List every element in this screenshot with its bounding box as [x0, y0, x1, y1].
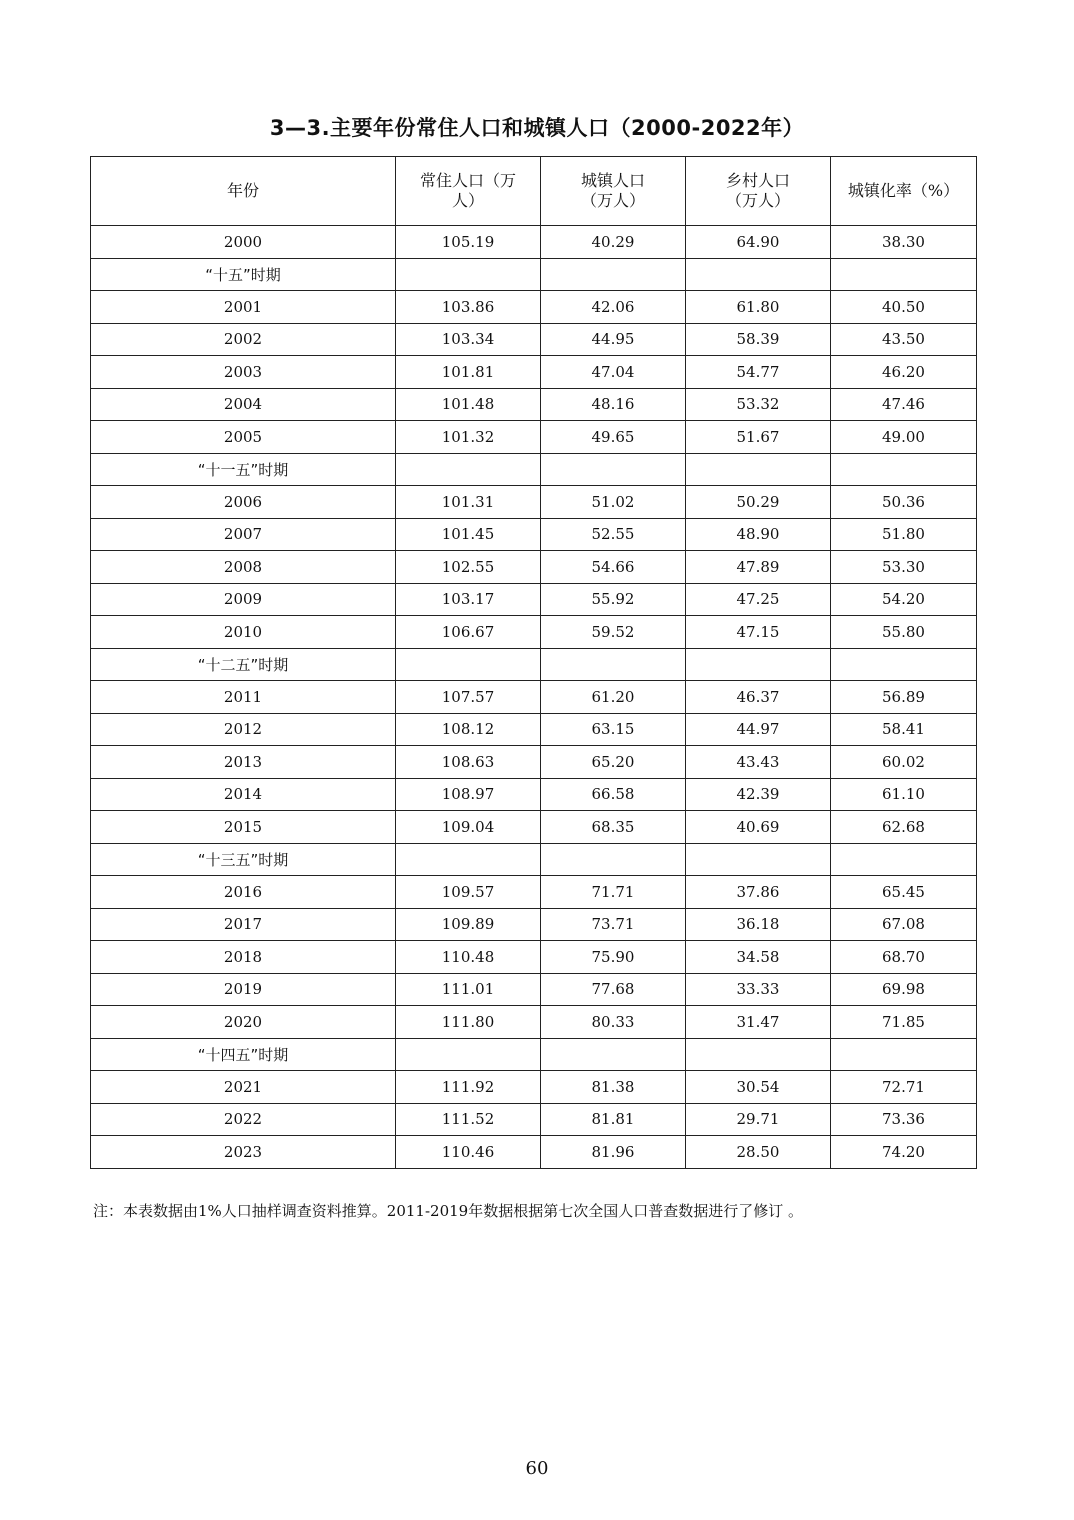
year-cell: 2016: [91, 876, 396, 909]
urbanization-rate-cell: 43.50: [831, 323, 977, 356]
empty-cell: [831, 453, 977, 486]
table-row: [91, 323, 977, 356]
rural-population-cell: 33.33: [686, 973, 831, 1006]
empty-cell: [396, 843, 541, 876]
footnote: 注：本表数据由1%人口抽样调查资料推算。2011-2019年数据根据第七次全国人口普查数据进行了修订 。: [93, 1202, 803, 1220]
urban-population-cell: 65.20: [541, 746, 686, 779]
year-cell: 2009: [91, 583, 396, 616]
table-row: [91, 616, 977, 649]
resident-population-cell: 108.12: [396, 713, 541, 746]
year-cell: 2002: [91, 323, 396, 356]
resident-population-cell: 109.04: [396, 811, 541, 844]
page-title: 3—3.主要年份常住人口和城镇人口（2000-2022年）: [269, 116, 805, 140]
year-cell: 2011: [91, 681, 396, 714]
urban-population-cell: 49.65: [541, 421, 686, 454]
rural-population-cell: 54.77: [686, 356, 831, 389]
empty-cell: [541, 843, 686, 876]
urbanization-rate-cell: 47.46: [831, 388, 977, 421]
period-row: [91, 258, 977, 291]
urban-population-cell: 77.68: [541, 973, 686, 1006]
resident-population-cell: 105.19: [396, 226, 541, 259]
period-row: [91, 648, 977, 681]
rural-population-cell: 29.71: [686, 1103, 831, 1136]
urban-population-cell: 71.71: [541, 876, 686, 909]
empty-cell: [541, 648, 686, 681]
urban-population-cell: 63.15: [541, 713, 686, 746]
urban-population-cell: 40.29: [541, 226, 686, 259]
table-row: [91, 681, 977, 714]
empty-cell: [686, 843, 831, 876]
year-cell: 2019: [91, 973, 396, 1006]
table-row: [91, 1006, 977, 1039]
resident-population-cell: 111.80: [396, 1006, 541, 1039]
resident-population-cell: 108.63: [396, 746, 541, 779]
rural-population-cell: 47.25: [686, 583, 831, 616]
resident-population-cell: 101.31: [396, 486, 541, 519]
resident-population-cell: 101.81: [396, 356, 541, 389]
table-row: [91, 876, 977, 909]
period-label: “十二五”时期: [91, 648, 396, 681]
urban-population-cell: 51.02: [541, 486, 686, 519]
table-row: [91, 1071, 977, 1104]
year-cell: 2017: [91, 908, 396, 941]
year-cell: 2003: [91, 356, 396, 389]
rural-population-cell: 48.90: [686, 518, 831, 551]
empty-cell: [396, 453, 541, 486]
year-cell: 2010: [91, 616, 396, 649]
urbanization-rate-cell: 40.50: [831, 291, 977, 324]
population-table: [90, 156, 977, 1169]
table-row: [91, 388, 977, 421]
urbanization-rate-cell: 49.00: [831, 421, 977, 454]
rural-population-cell: 46.37: [686, 681, 831, 714]
period-row: [91, 453, 977, 486]
year-cell: 2015: [91, 811, 396, 844]
urbanization-rate-cell: 46.20: [831, 356, 977, 389]
year-cell: 2000: [91, 226, 396, 259]
empty-cell: [541, 258, 686, 291]
header-year: 年份: [91, 157, 396, 226]
empty-cell: [831, 258, 977, 291]
period-label: “十一五”时期: [91, 453, 396, 486]
empty-cell: [396, 1038, 541, 1071]
empty-cell: [396, 258, 541, 291]
urban-population-cell: 61.20: [541, 681, 686, 714]
urban-population-cell: 73.71: [541, 908, 686, 941]
page-number: 60: [525, 1458, 549, 1479]
table-row: [91, 811, 977, 844]
table-row: [91, 941, 977, 974]
urbanization-rate-cell: 72.71: [831, 1071, 977, 1104]
header-rural-population: 乡村人口（万人）: [686, 157, 831, 226]
resident-population-cell: 111.01: [396, 973, 541, 1006]
resident-population-cell: 101.48: [396, 388, 541, 421]
year-cell: 2020: [91, 1006, 396, 1039]
table-row: [91, 486, 977, 519]
resident-population-cell: 103.34: [396, 323, 541, 356]
resident-population-cell: 109.57: [396, 876, 541, 909]
urbanization-rate-cell: 68.70: [831, 941, 977, 974]
rural-population-cell: 47.89: [686, 551, 831, 584]
urban-population-cell: 81.96: [541, 1136, 686, 1169]
year-cell: 2022: [91, 1103, 396, 1136]
empty-cell: [686, 258, 831, 291]
table-body: [91, 226, 977, 1169]
year-cell: 2006: [91, 486, 396, 519]
empty-cell: [831, 1038, 977, 1071]
table-header-row: [91, 157, 977, 226]
year-cell: 2007: [91, 518, 396, 551]
rural-population-cell: 31.47: [686, 1006, 831, 1039]
rural-population-cell: 64.90: [686, 226, 831, 259]
rural-population-cell: 47.15: [686, 616, 831, 649]
urbanization-rate-cell: 53.30: [831, 551, 977, 584]
rural-population-cell: 53.32: [686, 388, 831, 421]
urbanization-rate-cell: 69.98: [831, 973, 977, 1006]
urbanization-rate-cell: 71.85: [831, 1006, 977, 1039]
resident-population-cell: 101.45: [396, 518, 541, 551]
urbanization-rate-cell: 56.89: [831, 681, 977, 714]
empty-cell: [831, 843, 977, 876]
header-resident-population: 常住人口（万人）: [396, 157, 541, 226]
table-row: [91, 583, 977, 616]
period-row: [91, 843, 977, 876]
empty-cell: [686, 648, 831, 681]
year-cell: 2013: [91, 746, 396, 779]
urban-population-cell: 68.35: [541, 811, 686, 844]
rural-population-cell: 42.39: [686, 778, 831, 811]
urban-population-cell: 75.90: [541, 941, 686, 974]
period-label: “十三五”时期: [91, 843, 396, 876]
table-row: [91, 518, 977, 551]
urbanization-rate-cell: 73.36: [831, 1103, 977, 1136]
urbanization-rate-cell: 38.30: [831, 226, 977, 259]
rural-population-cell: 58.39: [686, 323, 831, 356]
urban-population-cell: 48.16: [541, 388, 686, 421]
header-urban-population: 城镇人口（万人）: [541, 157, 686, 226]
urban-population-cell: 59.52: [541, 616, 686, 649]
resident-population-cell: 108.97: [396, 778, 541, 811]
table-row: [91, 1136, 977, 1169]
resident-population-cell: 103.17: [396, 583, 541, 616]
urban-population-cell: 55.92: [541, 583, 686, 616]
table-row: [91, 551, 977, 584]
empty-cell: [541, 453, 686, 486]
resident-population-cell: 101.32: [396, 421, 541, 454]
table-row: [91, 291, 977, 324]
urbanization-rate-cell: 61.10: [831, 778, 977, 811]
table-row: [91, 226, 977, 259]
empty-cell: [686, 1038, 831, 1071]
urban-population-cell: 47.04: [541, 356, 686, 389]
urban-population-cell: 52.55: [541, 518, 686, 551]
table-row: [91, 746, 977, 779]
resident-population-cell: 110.48: [396, 941, 541, 974]
year-cell: 2004: [91, 388, 396, 421]
urbanization-rate-cell: 65.45: [831, 876, 977, 909]
resident-population-cell: 111.52: [396, 1103, 541, 1136]
resident-population-cell: 109.89: [396, 908, 541, 941]
urbanization-rate-cell: 60.02: [831, 746, 977, 779]
urbanization-rate-cell: 62.68: [831, 811, 977, 844]
rural-population-cell: 61.80: [686, 291, 831, 324]
table-row: [91, 778, 977, 811]
resident-population-cell: 107.57: [396, 681, 541, 714]
resident-population-cell: 111.92: [396, 1071, 541, 1104]
year-cell: 2008: [91, 551, 396, 584]
table-row: [91, 356, 977, 389]
rural-population-cell: 43.43: [686, 746, 831, 779]
table-row: [91, 973, 977, 1006]
year-cell: 2023: [91, 1136, 396, 1169]
year-cell: 2018: [91, 941, 396, 974]
year-cell: 2012: [91, 713, 396, 746]
year-cell: 2014: [91, 778, 396, 811]
urbanization-rate-cell: 74.20: [831, 1136, 977, 1169]
urbanization-rate-cell: 51.80: [831, 518, 977, 551]
table-row: [91, 421, 977, 454]
table-row: [91, 713, 977, 746]
urbanization-rate-cell: 50.36: [831, 486, 977, 519]
empty-cell: [541, 1038, 686, 1071]
period-label: “十五”时期: [91, 258, 396, 291]
rural-population-cell: 36.18: [686, 908, 831, 941]
urban-population-cell: 54.66: [541, 551, 686, 584]
urbanization-rate-cell: 55.80: [831, 616, 977, 649]
rural-population-cell: 28.50: [686, 1136, 831, 1169]
urban-population-cell: 66.58: [541, 778, 686, 811]
table-row: [91, 908, 977, 941]
rural-population-cell: 44.97: [686, 713, 831, 746]
urbanization-rate-cell: 54.20: [831, 583, 977, 616]
urban-population-cell: 81.38: [541, 1071, 686, 1104]
rural-population-cell: 51.67: [686, 421, 831, 454]
year-cell: 2001: [91, 291, 396, 324]
resident-population-cell: 106.67: [396, 616, 541, 649]
period-row: [91, 1038, 977, 1071]
rural-population-cell: 30.54: [686, 1071, 831, 1104]
resident-population-cell: 102.55: [396, 551, 541, 584]
year-cell: 2021: [91, 1071, 396, 1104]
table-row: [91, 1103, 977, 1136]
urbanization-rate-cell: 58.41: [831, 713, 977, 746]
resident-population-cell: 103.86: [396, 291, 541, 324]
urban-population-cell: 80.33: [541, 1006, 686, 1039]
header-urbanization-rate: 城镇化率（%）: [831, 157, 977, 226]
urban-population-cell: 44.95: [541, 323, 686, 356]
urban-population-cell: 42.06: [541, 291, 686, 324]
urbanization-rate-cell: 67.08: [831, 908, 977, 941]
empty-cell: [686, 453, 831, 486]
year-cell: 2005: [91, 421, 396, 454]
period-label: “十四五”时期: [91, 1038, 396, 1071]
rural-population-cell: 50.29: [686, 486, 831, 519]
urban-population-cell: 81.81: [541, 1103, 686, 1136]
empty-cell: [831, 648, 977, 681]
rural-population-cell: 34.58: [686, 941, 831, 974]
resident-population-cell: 110.46: [396, 1136, 541, 1169]
empty-cell: [396, 648, 541, 681]
rural-population-cell: 37.86: [686, 876, 831, 909]
rural-population-cell: 40.69: [686, 811, 831, 844]
